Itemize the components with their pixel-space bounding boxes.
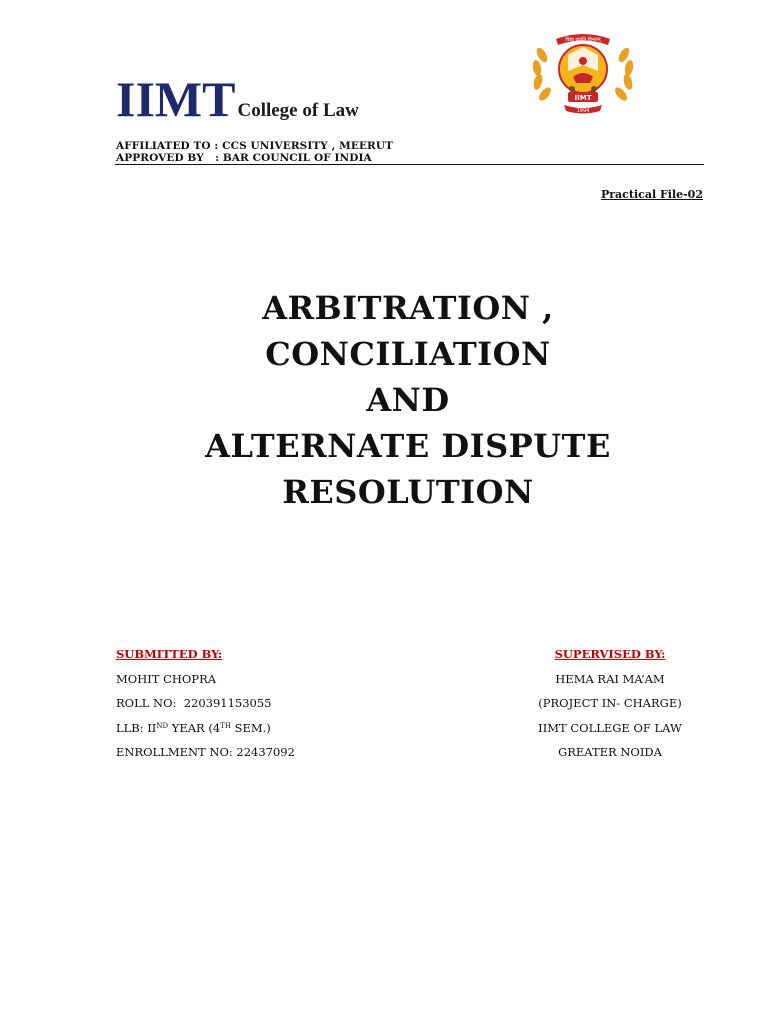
- brand-name: IIMT: [116, 71, 236, 127]
- college-logo-emblem: [528, 25, 638, 117]
- title-line: CONCILIATION: [265, 335, 551, 373]
- logo-motto: विद्या ददाति विनयम्: [565, 37, 601, 43]
- enrollment-number: ENROLLMENT NO: 22437092: [116, 745, 295, 759]
- title-line: ARBITRATION ,: [262, 289, 554, 327]
- approved-by: APPROVED BY : BAR COUNCIL OF INDIA: [116, 152, 372, 164]
- supervised-by-block: [500, 642, 720, 765]
- college-brand: [116, 70, 359, 128]
- logo-badge-text: IIMT: [574, 94, 592, 102]
- course-prefix: LLB: II: [116, 720, 157, 735]
- affiliated-to: AFFILIATED TO : CCS UNIVERSITY , MEERUT: [116, 140, 394, 152]
- logo-year: 1994: [576, 108, 590, 114]
- supervisor-name: HEMA RAI MA’AM: [555, 671, 665, 686]
- brand-subtitle: College of Law: [237, 100, 359, 121]
- supervisor-city: GREATER NOIDA: [558, 745, 662, 759]
- submitted-by-block: [116, 642, 295, 765]
- ordinal-suffix: TH: [220, 721, 231, 730]
- supervisor-college: IIMT COLLEGE OF LAW: [538, 720, 682, 735]
- ordinal-suffix: ND: [156, 721, 169, 730]
- roll-number: ROLL NO: 220391153055: [116, 696, 272, 710]
- affiliation-block: [116, 140, 393, 164]
- submitted-by-heading: SUBMITTED BY:: [116, 647, 223, 661]
- title-line: ALTERNATE DISPUTE: [205, 427, 611, 465]
- document-title: [24, 285, 768, 515]
- title-line: AND: [366, 381, 450, 419]
- course-year: [116, 716, 295, 741]
- student-name: MOHIT CHOPRA: [116, 671, 217, 686]
- course-suffix: SEM.): [230, 720, 271, 735]
- course-mid: YEAR (4: [168, 720, 221, 735]
- supervisor-role: (PROJECT IN- CHARGE): [538, 696, 682, 710]
- title-line: RESOLUTION: [282, 473, 534, 511]
- supervised-by-heading: SUPERVISED BY:: [554, 647, 666, 661]
- header-divider: [115, 164, 704, 165]
- practical-file-label: Practical File-02: [600, 188, 703, 201]
